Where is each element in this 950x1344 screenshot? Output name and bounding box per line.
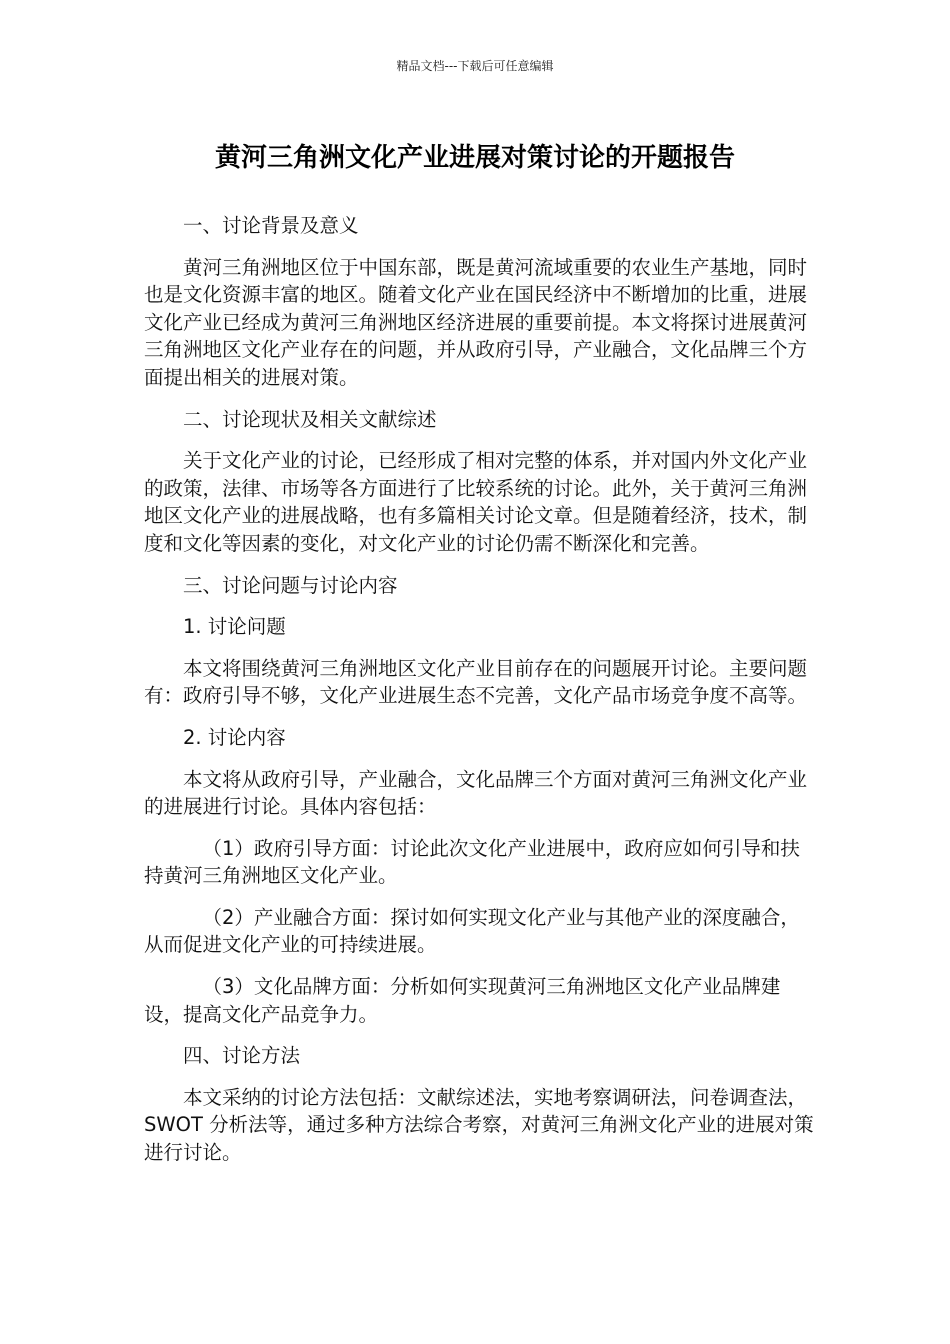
- document-body: [144, 212, 814, 1181]
- section-heading-methods: 四、讨论方法: [183, 1044, 301, 1068]
- paragraph-questions: 本文将围绕黄河三角洲地区文化产业目前存在的问题展开讨论。主要问题有：政府引导不够，文化产业进展生态不完善，文化产品市场竞争度不高等。: [144, 656, 808, 708]
- paragraph-literature: 关于文化产业的讨论，已经形成了相对完整的体系，并对国内外文化产业的政策，法律、市场等各方面进行了比较系统的讨论。此外，关于黄河三角洲地区文化产业的进展战略，也有多篇相关讨论文章。但是随着经济，技术，制度和文化等因素的变化，对文化产业的讨论仍需不断深化和完善。: [144, 449, 808, 555]
- page-header: 精品文档---下载后可任意编辑: [396, 59, 554, 73]
- section-heading-questions: 三、讨论问题与讨论内容: [183, 573, 398, 597]
- subheading-questions: 1. 讨论问题: [183, 615, 286, 639]
- section-heading-background: 一、讨论背景及意义: [183, 214, 359, 237]
- document-title: 黄河三角洲文化产业进展对策讨论的开题报告: [214, 143, 735, 173]
- list-item-integration: （2）产业融合方面：探讨如何实现文化产业与其他产业的深度融合，从而促进文化产业的可持续进展。: [144, 905, 800, 957]
- list-item-brand: （3）文化品牌方面：分析如何实现黄河三角洲地区文化产业品牌建设，提高文化产品竞争力。: [144, 975, 781, 1026]
- list-item-government: （1）政府引导方面：讨论此次文化产业进展中，政府应如何引导和扶持黄河三角洲地区文化产业。: [144, 836, 800, 888]
- paragraph-background: 黄河三角洲地区位于中国东部，既是黄河流域重要的农业生产基地，同时也是文化资源丰富的地区。随着文化产业在国民经济中不断增加的比重，进展文化产业已经成为黄河三角洲地区经济进展的重要前提。本文将探讨进展黄河三角洲地区文化产业存在的问题，并从政府引导，产业融合，文化品牌三个方面提出相关的进展对策。: [144, 255, 808, 389]
- paragraph-content: 本文将从政府引导，产业融合，文化品牌三个方面对黄河三角洲文化产业的进展进行讨论。具体内容包括：: [144, 767, 808, 819]
- paragraph-methods: 本文采纳的讨论方法包括：文献综述法，实地考察调研法，问卷调查法，SWOT 分析法等，通过多种方法综合考察，对黄河三角洲文化产业的进展对策进行讨论。: [144, 1085, 814, 1165]
- section-heading-literature: 二、讨论现状及相关文献综述: [183, 407, 437, 431]
- subheading-content: 2. 讨论内容: [183, 725, 286, 749]
